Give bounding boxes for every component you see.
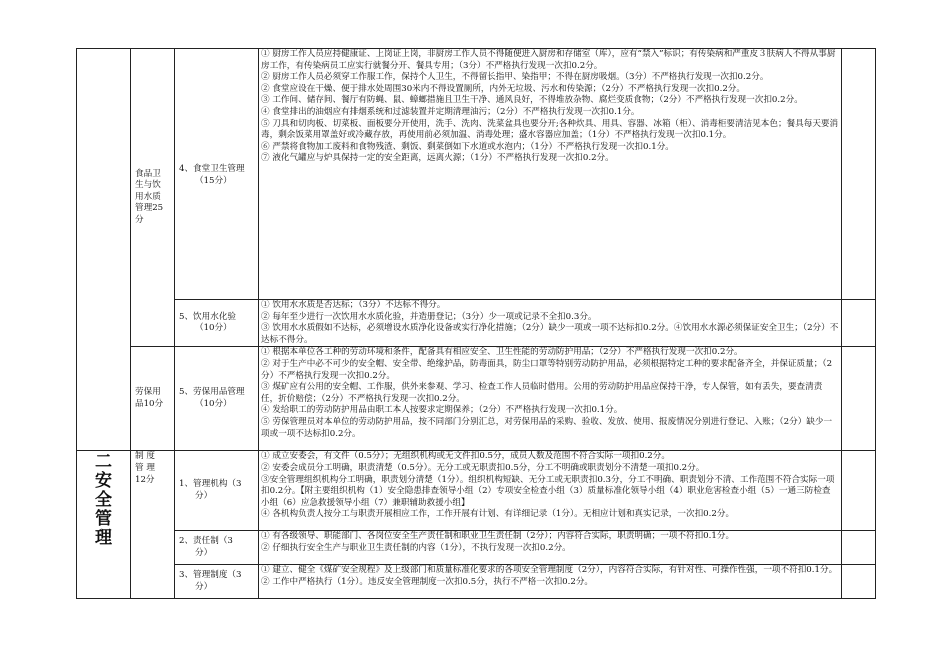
item-score: （10分） <box>195 323 232 334</box>
item-title: 1、管理机构（3 <box>179 479 242 490</box>
score-cell <box>842 49 876 300</box>
content-line: ④ 发给职工的劳动防护用品由职工本人按要求定期保养；（2分）不严格执行发现一次扣0.1分。 <box>261 405 623 416</box>
content-cell <box>259 565 842 599</box>
content-line: ① 饮用水水质是否达标；（3分）不达标不得分。 <box>261 300 446 310</box>
section-char: 二 <box>95 452 112 473</box>
content-line: ② 厨房工作人员必须穿工作服工作，保持个人卫生，不得留长指甲、染指甲；不得在厨房吸烟。（3分）不严格执行发现一次扣0.2分。 <box>261 72 769 83</box>
content-line: ④ 各机构负责人按分工与职责开展相应工作，工作开展有计划、有详细记录（1分）。无相应计划和真实记录，一次扣0.2分。 <box>261 509 735 520</box>
content-line: ⑦ 液化气罐应与炉具保持一定的安全距离，远离火源；（1分）不严格执行发现一次扣0.2分。 <box>261 153 614 164</box>
item-score: （15分） <box>195 175 232 186</box>
table-row <box>77 451 876 531</box>
table-row <box>77 565 876 599</box>
section-char: 全 <box>95 490 112 511</box>
item-score: 分） <box>195 581 213 592</box>
content-line: ⑤ 劳保管理员对本单位的劳动防护用品，按不同部门分别汇总，对劳保用品的采购、验收、发放、使用、报废情况分别进行登记、入账；（2分）缺少一项或一项不达标扣0.2分。 <box>261 416 833 439</box>
content-line: ③安全管理组织机构分工明确，职责划分清楚（1分）。组织机构短缺、无分工或无职责扣0.3分，分工不明确、职责划分不清、工作范围不符合实际一项扣0.2分。【附主要组织机构（1）安全隐患排查领导小组（2）专项安全检查小组（3）质量标准化领导小组（4）职业危害检查小组（5）一通三防检查小组（6）应急救援领导小组（7）兼职辅助救援小组】 <box>261 474 835 508</box>
content-cell <box>259 347 842 451</box>
content-line: ⑥ 严禁将食物加工废料和食物残渣、剩饭、剩菜倒如下水道或水泡内；（1分）不严格执行发现一次扣0.1分。 <box>261 141 674 152</box>
section-title-safety-management <box>79 451 128 548</box>
category-text: 用水质 <box>135 191 161 202</box>
item-title: 4、食堂卫生管理 <box>179 164 245 174</box>
score-cell <box>842 565 876 599</box>
item-cell <box>175 49 259 300</box>
item-cell <box>175 565 259 599</box>
content-line: ⑤ 刀具和切肉板、切菜板、面板要分开使用，洗手、洗肉、洗菜盆具也要分开;各种炊具、用具、容器、冰箱（柜）、消毒柜要清洁见本色；餐具每天要消毒，剩余饭菜用罩盖好或冷藏存放，再使用前必须加温、消毒处理；盛水容器应加盖；（1分）不严格执行发现一次扣0.1分。 <box>261 118 839 141</box>
item-score: 分） <box>195 490 213 501</box>
content-cell <box>259 531 842 565</box>
item-cell <box>175 347 259 451</box>
content-line: ④ 食堂排出的油烟应有排烟系统和过滤装置并定期清理油污；（2分）不严格执行发现一次扣0.1分。 <box>261 106 640 117</box>
item-cell <box>175 300 259 347</box>
item-score: 分） <box>195 547 213 558</box>
category-text: 管 理 <box>135 462 155 473</box>
table-row <box>77 300 876 347</box>
content-line: ① 有各级领导、职能部门、各岗位安全生产责任制和职业卫生责任制（2分）；内容符合实际，职责明确；一项不符扣0.1分。 <box>261 531 735 542</box>
item-title: 3、管理制度（3 <box>179 570 242 581</box>
content-line: ③ 煤矿应有公用的安全帽、工作服，供外来参观、学习、检查工作人员临时借用。公用的劳动防护用品应保持干净，专人保管，如有丢失，要查清责任，折价赔偿；（2分）不严格执行发现一次扣0.2分。 <box>261 382 823 404</box>
content-cell <box>259 451 842 531</box>
category-text: 分 <box>135 215 144 226</box>
category-text: 管理25 <box>135 203 164 214</box>
score-cell <box>842 451 876 531</box>
item-title: 5、劳保用品管理 <box>179 387 245 398</box>
content-line: ② 仔细执行安全生产与职业卫生责任制的内容（1分），不执行发现一次扣0.2分。 <box>261 542 571 553</box>
table-row <box>77 347 876 451</box>
content-line: ① 厨房工作人员应持健康证、上岗证上岗，非厨房工作人员不得随便进入厨房和存储室（库），应有“禁入”标识；有传染病和严重皮３肤病人不得从事厨房工作，有传染病员工应实行就餐分开、餐具专用；（3分）不严格执行发现一次扣0.2分。 <box>261 49 836 71</box>
score-cell <box>842 531 876 565</box>
category-text: 制 度 <box>135 451 155 462</box>
category-cell-ppe <box>131 347 175 451</box>
category-text: 品10分 <box>135 398 164 409</box>
category-text: 生与饮 <box>135 180 161 191</box>
category-text: 12分 <box>135 474 155 485</box>
content-line: ② 每年至少进行一次饮用水水质化验，并造册登记；（3分）少一项或记录不全扣0.3分。 <box>261 311 597 322</box>
section-char: 理 <box>95 528 112 549</box>
section-char: 管 <box>95 509 112 530</box>
content-cell <box>259 49 842 300</box>
content-line: ③ 工作间、储存间、餐厅有防蝇、鼠、蟑螂措施且卫生干净、通风良好，不得堆放杂物、腐烂变质食物；（2分）不严格执行发现一次扣0.2分。 <box>261 95 803 106</box>
section-cell <box>77 451 131 599</box>
item-title: 5、饮用水化验 <box>179 311 237 322</box>
item-cell <box>175 531 259 565</box>
content-line: ③ 饮用水水质假如不达标，必须增设水质净化设备或实行净化措施；（2分）缺少一项或一项不达标扣0.2分。④饮用水水源必须保证安全卫生；（2分）不达标不得分。 <box>261 323 839 345</box>
score-cell <box>842 300 876 347</box>
section-char: 安 <box>95 471 112 492</box>
category-text: 劳保用 <box>135 387 161 398</box>
content-line: ① 根据本单位各工种的劳动环境和条件，配备具有相应安全、卫生性能的劳动防护用品；（2分）不严格执行发现一次扣0.2分。 <box>261 347 743 358</box>
content-cell <box>259 300 842 347</box>
standards-table <box>76 48 876 599</box>
category-cell-food-water <box>131 49 175 347</box>
content-line: ② 工作中严格执行（1分）。违反安全管理制度一次扣0.5分，执行不严格一次扣0.2分。 <box>261 576 594 587</box>
content-line: ② 对于生产中必不可少的安全帽、安全带、绝缘护品，防毒面具，防尘口罩等特别劳动防护用品，必须根据特定工种的要求配备齐全，并保证质量；（2分）不严格执行发现一次扣0.2分。 <box>261 358 833 381</box>
table-row <box>77 531 876 565</box>
score-cell <box>842 347 876 451</box>
category-text: 食品卫 <box>135 168 161 179</box>
item-score: （10分） <box>195 398 232 409</box>
content-line: ① 建立、健全《煤矿安全规程》及上级部门和质量标准化要求的各项安全管理制度（2分），内容符合实际，有针对性、可操作性强，一项不符扣0.1分。 <box>261 565 838 576</box>
content-line: ② 食堂应设在干燥、便于排水处周围30米内不得设置厕所，内外无垃圾、污水和传染源；（2分）不严格执行发现一次扣0.2分。 <box>261 83 745 94</box>
item-cell <box>175 451 259 531</box>
category-cell-system <box>131 451 175 599</box>
item-title: 2、责任制（3 <box>179 536 233 547</box>
content-line: ② 安委会成员分工明确，职责清楚（0.5分）。无分工或无职责扣0.5分，分工不明确或职责划分不清楚一项扣0.2分。 <box>261 462 705 473</box>
table-row <box>77 49 876 300</box>
section-cell-empty <box>77 49 131 451</box>
content-line: ① 成立安委会，有文件（0.5分）；无组织机构或无文件扣0.5分，成员人数及范围不符合实际一项扣0.2分。 <box>261 451 670 462</box>
